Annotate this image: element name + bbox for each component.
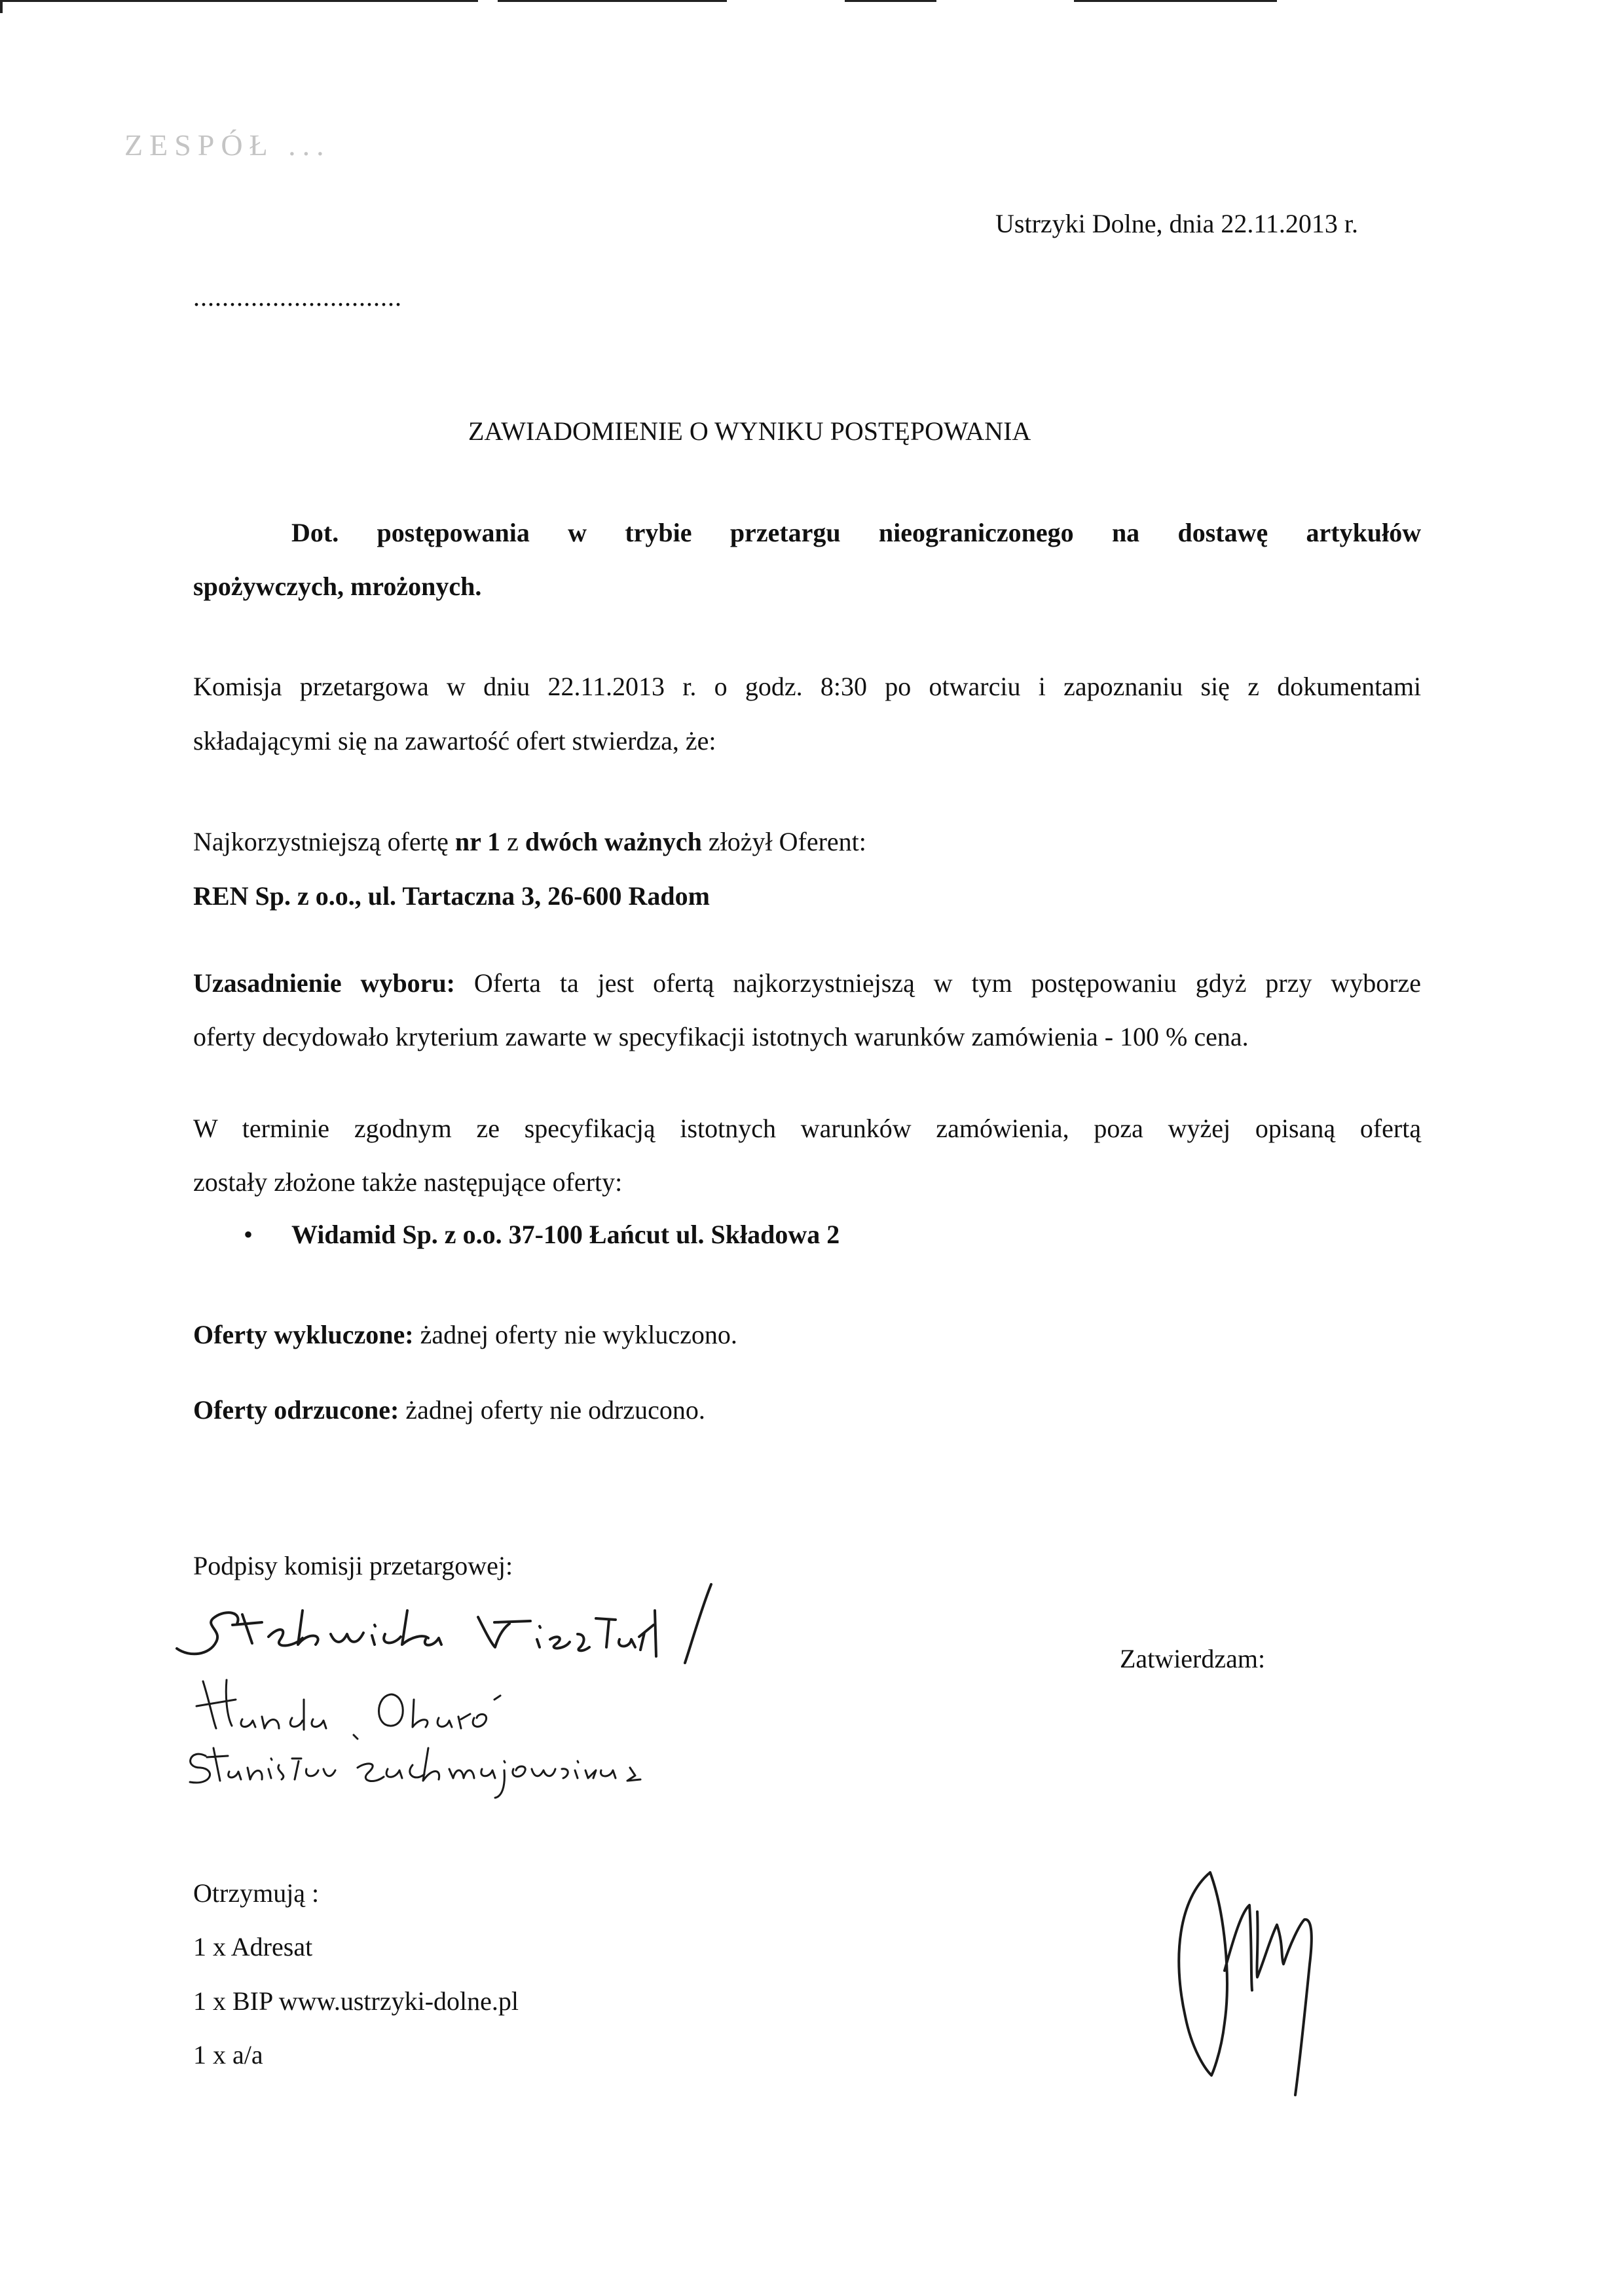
committee-signatures [164, 1571, 740, 1794]
document-title: ZAWIADOMIENIE O WYNIKU POSTĘPOWANIA [468, 416, 1031, 446]
recipient-item: 1 x Adresat [193, 1932, 313, 1961]
intro-line-2: składającymi się na zawartość ofert stwierdza, że: [193, 726, 716, 756]
best-offer-bidder: REN Sp. z o.o., ul. Tartaczna 3, 26-600 Radom [193, 881, 710, 911]
intro-line-1: Komisja przetargowa w dniu 22.11.2013 r. o godz. 8:30 po otwarciu i zapoznaniu się z dokumentami [193, 672, 1422, 701]
other-offer-item: Widamid Sp. z o.o. 37-100 Łańcut ul. Składowa 2 [291, 1220, 840, 1249]
bullet-icon: • [244, 1220, 253, 1249]
rejected-offers-line: Oferty odrzucone: żadnej oferty nie odrzucono. [193, 1395, 705, 1425]
scan-edge-line [498, 0, 727, 2]
subject-line-2: spożywczych, mrożonych. [193, 572, 482, 601]
recipients-label: Otrzymują : [193, 1878, 320, 1908]
justification-line-1: Uzasadnienie wyboru: Oferta ta jest ofertą najkorzystniejszą w tym postępowaniu gdyż przy wyborze [193, 968, 1422, 998]
best-offer-line: Najkorzystniejszą ofertę nr 1 z dwóch ważnych złożył Oferent: [193, 827, 866, 856]
recipient-item: 1 x a/a [193, 2040, 263, 2069]
subject-line-1: Dot. postępowania w trybie przetargu nieograniczonego na dostawę artykułów [291, 518, 1422, 547]
scan-edge-line [1074, 0, 1277, 2]
recipient-item: 1 x BIP www.ustrzyki-dolne.pl [193, 1986, 519, 2016]
approval-signature [1153, 1859, 1349, 2108]
other-offers-line-2: zostały złożone także następujące oferty: [193, 1167, 623, 1197]
dotted-placeholder-line: ............................. [193, 282, 402, 312]
signatures-label: Podpisy komisji przetargowej: [193, 1551, 513, 1580]
place-date: Ustrzyki Dolne, dnia 22.11.2013 r. [995, 209, 1359, 238]
scan-edge-line [845, 0, 936, 2]
excluded-offers-line: Oferty wykluczone: żadnej oferty nie wykluczono. [193, 1320, 737, 1349]
scan-edge-mark [0, 0, 3, 13]
faint-stamp: ZESPÓŁ ... [124, 128, 331, 162]
approval-label: Zatwierdzam: [1120, 1644, 1266, 1673]
other-offers-line-1: W terminie zgodnym ze specyfikacją istotnych warunków zamówienia, poza wyżej opisaną ofertą [193, 1114, 1422, 1143]
scan-edge-line [0, 0, 478, 2]
justification-line-2: oferty decydowało kryterium zawarte w specyfikacji istotnych warunków zamówienia - 100 % cena. [193, 1022, 1249, 1051]
